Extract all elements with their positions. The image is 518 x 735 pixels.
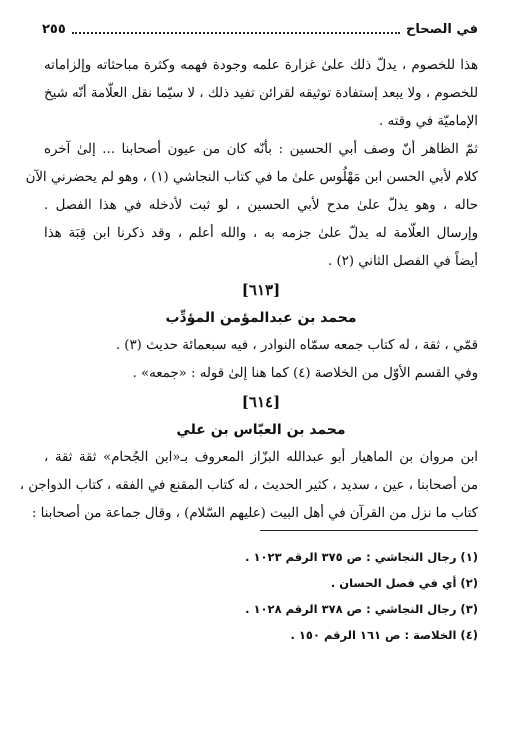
entry-613-line: قمّي ، ثقة ، له كتاب جمعه سمّاه النوادر ، فيه سبعمائة حديث (٣) .	[115, 338, 478, 353]
text-line: حاله ، وهو يدلّ علىٰ مدح لأبي الحسين ، لو ثبت لأدخله في هذا الفصل .	[44, 198, 478, 213]
header-leader-dots	[72, 24, 400, 34]
footnote: (٤) الخلاصة : ص ١٦١ الرقم ١٥٠ .	[290, 628, 478, 642]
text-line: للخصوم ، ولا يبعد إستفادة توثيقه لقرائن تفيد ذلك ، لا سيّما نقل العلّامة أنّه شيخ	[44, 86, 478, 101]
running-header	[42, 18, 478, 40]
header-title: في الصحاح	[406, 21, 478, 37]
entry-614-line: من أصحابنا ، عين ، سديد ، كثير الحديث ، له كتاب المقنع في الفقه ، كتاب الدواجن ،	[19, 478, 478, 493]
text-line: كلام لأبي الحسن ابن مَهْلُوس علىٰ ما في كتاب النجاشي (١) ، وهو لم يحضرني الآن	[25, 170, 478, 185]
page-number: ٢٥٥	[42, 21, 66, 37]
text-line: ثمّ الظاهر أنّ وصف أبي الحسين : بأنّه كان من عيون أصحابنا ... إلىٰ آخره	[44, 142, 478, 157]
entry-614-line: ابن مروان بن الماهيار أبو عبدالله البزّاز المعروف بـ«ابن الجُحام» ثقة ثقة ،	[44, 450, 478, 465]
entry-name-613: محمد بن عبدالمؤمن المؤدِّب	[165, 310, 357, 326]
text-line: هذا للخصوم ، يدلّ ذلك علىٰ غزارة علمه وجودة فهمه وكثرة مباحثاته وإلزاماته	[44, 58, 478, 73]
text-line: الإماميّة في وقته .	[379, 114, 478, 129]
text-line: أيضاً في الفصل الثاني (٢) .	[328, 254, 478, 269]
entry-614-line: كتاب ما نزل من القرآن في أهل البيت (عليهم السّلام) ، وقال جماعة من أصحابنا :	[31, 506, 478, 521]
entry-number-613: [٦١٣]	[241, 281, 281, 299]
main-text	[19, 52, 478, 528]
entry-613-line: وفي القسم الأوّل من الخلاصة (٤) كما هنا إلىٰ قوله : «جمعه» .	[132, 366, 478, 381]
entry-number-614: [٦١٤]	[241, 393, 281, 411]
text-line: وإرسال العلّامة له يدلّ علىٰ جزمه به ، والله أعلم ، وقد ذكرنا ابن قِبَة هذا	[44, 226, 478, 241]
footnote-separator	[260, 530, 478, 531]
entry-name-614: محمد بن العبّاس بن علي	[176, 422, 346, 438]
footnote: (٢) أي في فصل الحسان .	[330, 576, 478, 590]
footnote: (١) رجال النجاشي : ص ٣٧٥ الرقم ١٠٢٣ .	[245, 550, 478, 564]
footnote: (٣) رجال النجاشي : ص ٣٧٨ الرقم ١٠٢٨ .	[245, 602, 478, 616]
footnotes	[44, 544, 478, 648]
